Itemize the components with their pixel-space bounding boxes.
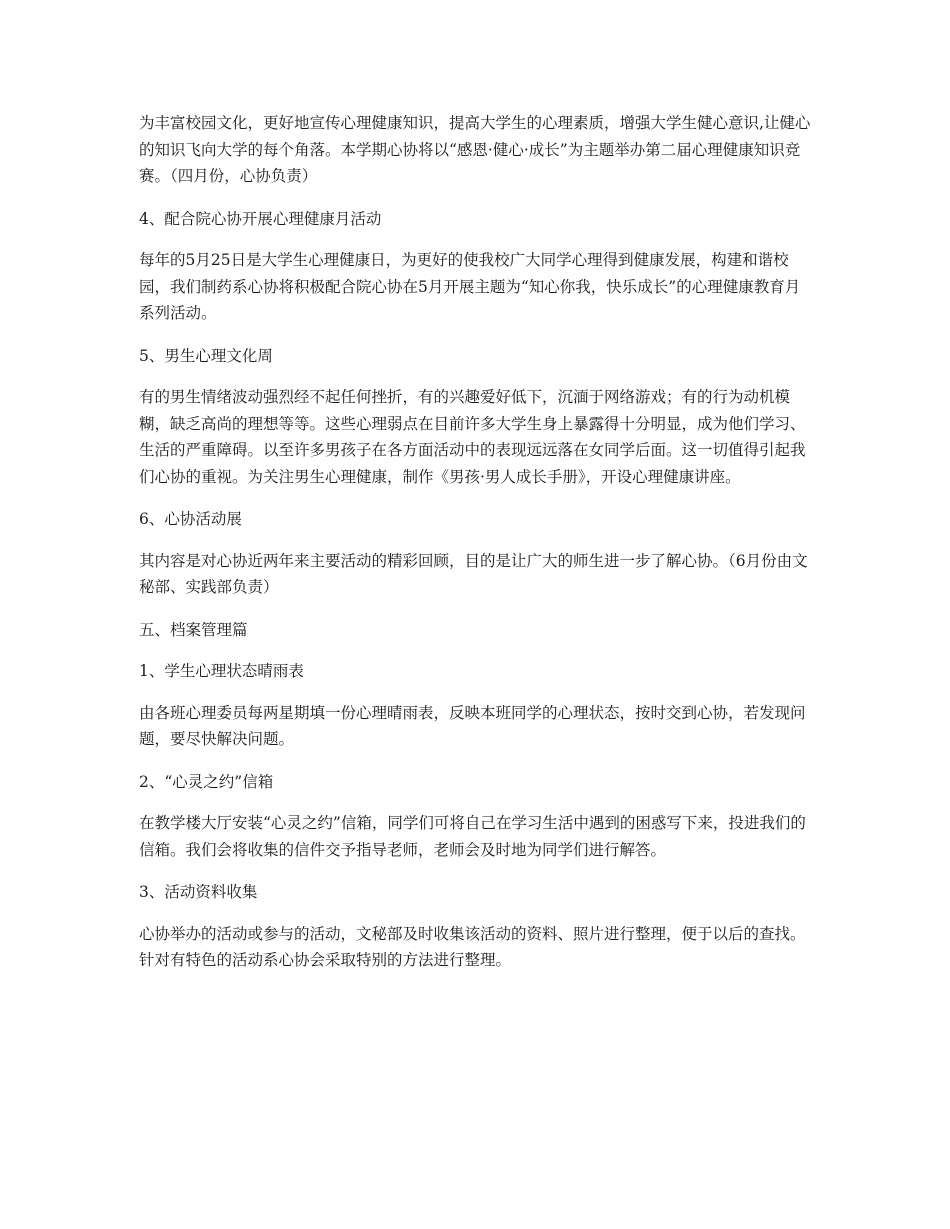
heading-activity-exhibition: 6、心协活动展 bbox=[139, 510, 242, 528]
paragraph-mood-barometer: 由各班心理委员每两星期填一份心理晴雨表，反映本班同学的心理状态，按时交到心协，若发现问题，要尽快解决问题。 bbox=[139, 703, 806, 748]
heading-male-culture-week: 5、男生心理文化周 bbox=[139, 346, 273, 365]
heading-material-collection: 3、活动资料收集 bbox=[139, 883, 258, 901]
paragraph-activity-exhibition: 其内容是对心协近两年来主要活动的精彩回顾，目的是让广大的师生进一步了解心协。（6月份由文秘部、实践部负责） bbox=[139, 551, 808, 596]
heading-health-month: 4、配合院心协开展心理健康月活动 bbox=[139, 209, 382, 228]
section-heading-archive: 五、档案管理篇 bbox=[139, 620, 248, 639]
paragraph-material-collection: 心协举办的活动或参与的活动，文秘部及时收集该活动的资料、照片进行整理，便于以后的查找。针对有特色的活动系心协会采取特别的方法进行整理。 bbox=[139, 924, 806, 969]
paragraph-mailbox: 在教学楼大厅安装“心灵之约”信箱，同学们可将自己在学习生活中遇到的困惑写下来，投进我们的信箱。我们会将收集的信件交予指导老师，老师会及时地为同学们进行解答。 bbox=[139, 814, 806, 859]
paragraph-health-month: 每年的5月25日是大学生心理健康日，为更好的使我校广大同学心理得到健康发展，构建和谐校园，我们制药系心协将积极配合院心协在5月开展主题为“知心你我，快乐成长”的心理健康教育月系列活动。 bbox=[139, 251, 801, 322]
document-body bbox=[139, 110, 814, 990]
paragraph-competition: 为丰富校园文化，更好地宣传心理健康知识，提高大学生的心理素质，增强大学生健心意识,让健心的知识飞向大学的每个角落。本学期心协将以“感恩·健心·成长”为主题举办第二届心理健康知识竞赛。（四月份，心协负责） bbox=[139, 114, 811, 185]
heading-mood-barometer: 1、学生心理状态晴雨表 bbox=[139, 662, 304, 680]
heading-mailbox: 2、“心灵之约”信箱 bbox=[139, 772, 274, 791]
paragraph-male-culture-week: 有的男生情绪波动强烈经不起任何挫折，有的兴趣爱好低下，沉湎于网络游戏；有的行为动机模糊，缺乏高尚的理想等等。这些心理弱点在目前许多大学生身上暴露得十分明显，成为他们学习、生活的严重障碍。以至许多男孩子在各方面活动中的表现远远落在女同学后面。这一切值得引起我们心协的重视。为关注男生心理健康，制作《男孩·男人成长手册》，开设心理健康讲座。 bbox=[139, 388, 806, 486]
